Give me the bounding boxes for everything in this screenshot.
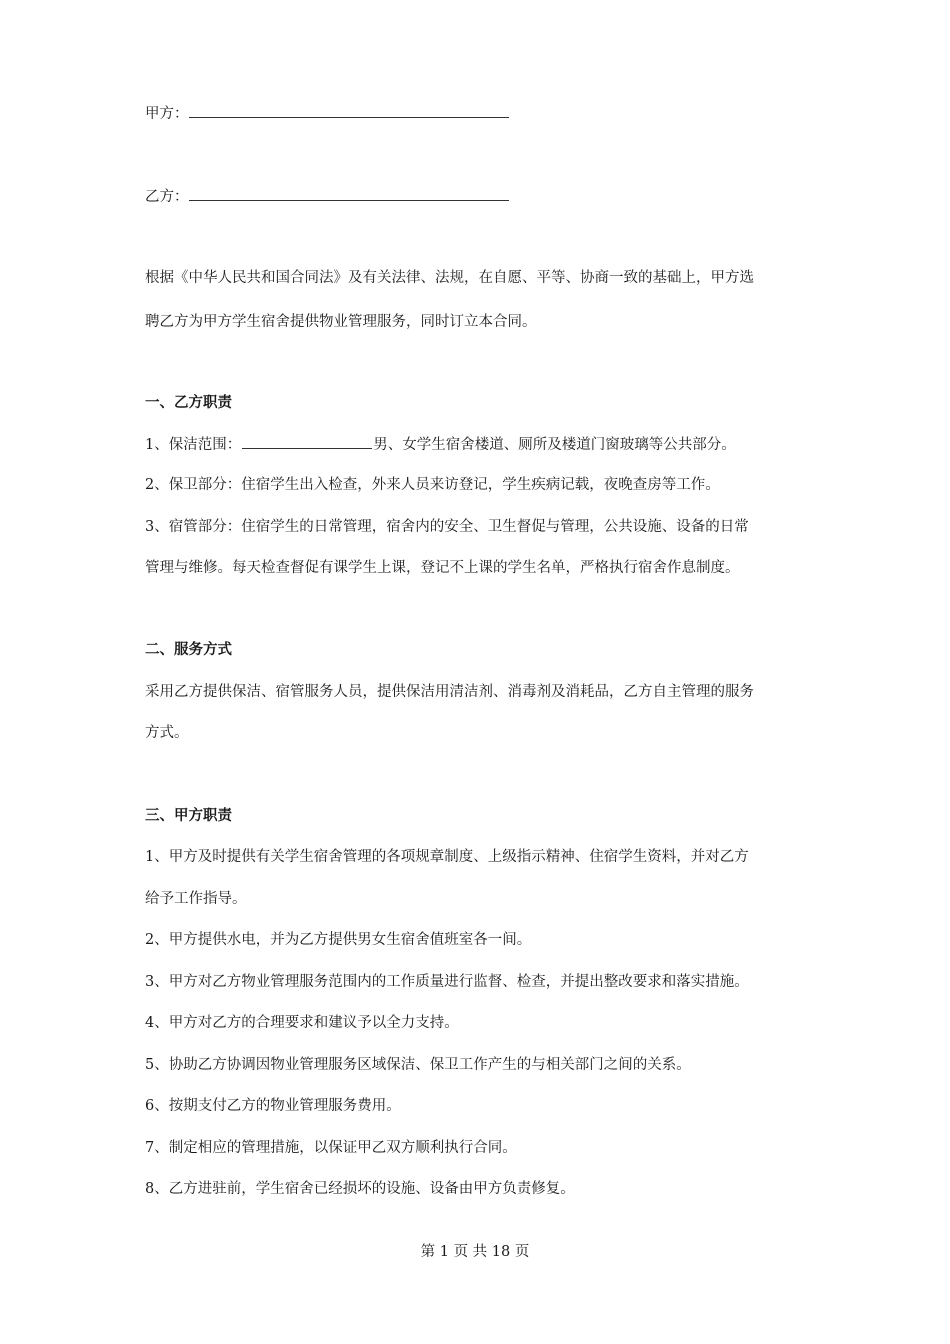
party-b-blank xyxy=(189,186,509,201)
page-number-footer: 第 1 页 共 18 页 xyxy=(420,1244,530,1260)
party-a-label: 甲方： xyxy=(145,106,189,122)
section1-item2: 2、保卫部分：住宿学生出入检查，外来人员来访登记，学生疾病记载，夜晚查房等工作。 xyxy=(145,477,720,493)
cleaning-scope-blank xyxy=(242,434,372,449)
section3-item3: 3、甲方对乙方物业管理服务范围内的工作质量进行监督、检查，并提出整改要求和落实措施。 xyxy=(145,974,749,990)
party-b-line xyxy=(145,186,509,207)
section2-line2: 方式。 xyxy=(145,725,189,741)
section1-item1-suffix: 男、女学生宿舍楼道、厕所及楼道门窗玻璃等公共部分。 xyxy=(373,437,736,453)
section2-line1: 采用乙方提供保洁、宿管服务人员，提供保洁用清洁剂、消毒剂及消耗品，乙方自主管理的服务 xyxy=(145,684,754,700)
section3-item8: 8、乙方进驻前，学生宿舍已经损坏的设施、设备由甲方负责修复。 xyxy=(145,1181,575,1197)
intro-line-1: 根据《中华人民共和国合同法》及有关法律、法规，在自愿、平等、协商一致的基础上，甲方选 xyxy=(145,270,754,286)
party-a-line xyxy=(145,103,509,124)
party-a-blank xyxy=(189,103,509,118)
section3-item7: 7、制定相应的管理措施，以保证甲乙双方顺利执行合同。 xyxy=(145,1140,517,1156)
section3-item5: 5、协助乙方协调因物业管理服务区域保洁、保卫工作产生的与相关部门之间的关系。 xyxy=(145,1057,691,1073)
section1-item3-line2: 管理与维修。每天检查督促有课学生上课，登记不上课的学生名单，严格执行宿舍作息制度。 xyxy=(145,560,740,576)
section3-item1-line1: 1、甲方及时提供有关学生宿舍管理的各项规章制度、上级指示精神、住宿学生资料，并对乙方 xyxy=(145,849,749,865)
section1-heading: 一、乙方职责 xyxy=(145,395,232,411)
section3-heading: 三、甲方职责 xyxy=(145,808,232,824)
section3-item2: 2、甲方提供水电，并为乙方提供男女生宿舍值班室各一间。 xyxy=(145,932,532,948)
section2-heading: 二、服务方式 xyxy=(145,642,232,658)
section1-item3-line1: 3、宿管部分：住宿学生的日常管理，宿舍内的安全、卫生督促与管理，公共设施、设备的日常 xyxy=(145,519,749,535)
section3-item1-line2: 给予工作指导。 xyxy=(145,891,247,907)
intro-line-2: 聘乙方为甲方学生宿舍提供物业管理服务，同时订立本合同。 xyxy=(145,314,537,330)
section3-item6: 6、按期支付乙方的物业管理服务费用。 xyxy=(145,1098,401,1114)
section1-item1 xyxy=(145,434,736,455)
party-b-label: 乙方： xyxy=(145,189,189,205)
section3-item4: 4、甲方对乙方的合理要求和建议予以全力支持。 xyxy=(145,1015,459,1031)
section1-item1-prefix: 1、保洁范围： xyxy=(145,437,242,453)
